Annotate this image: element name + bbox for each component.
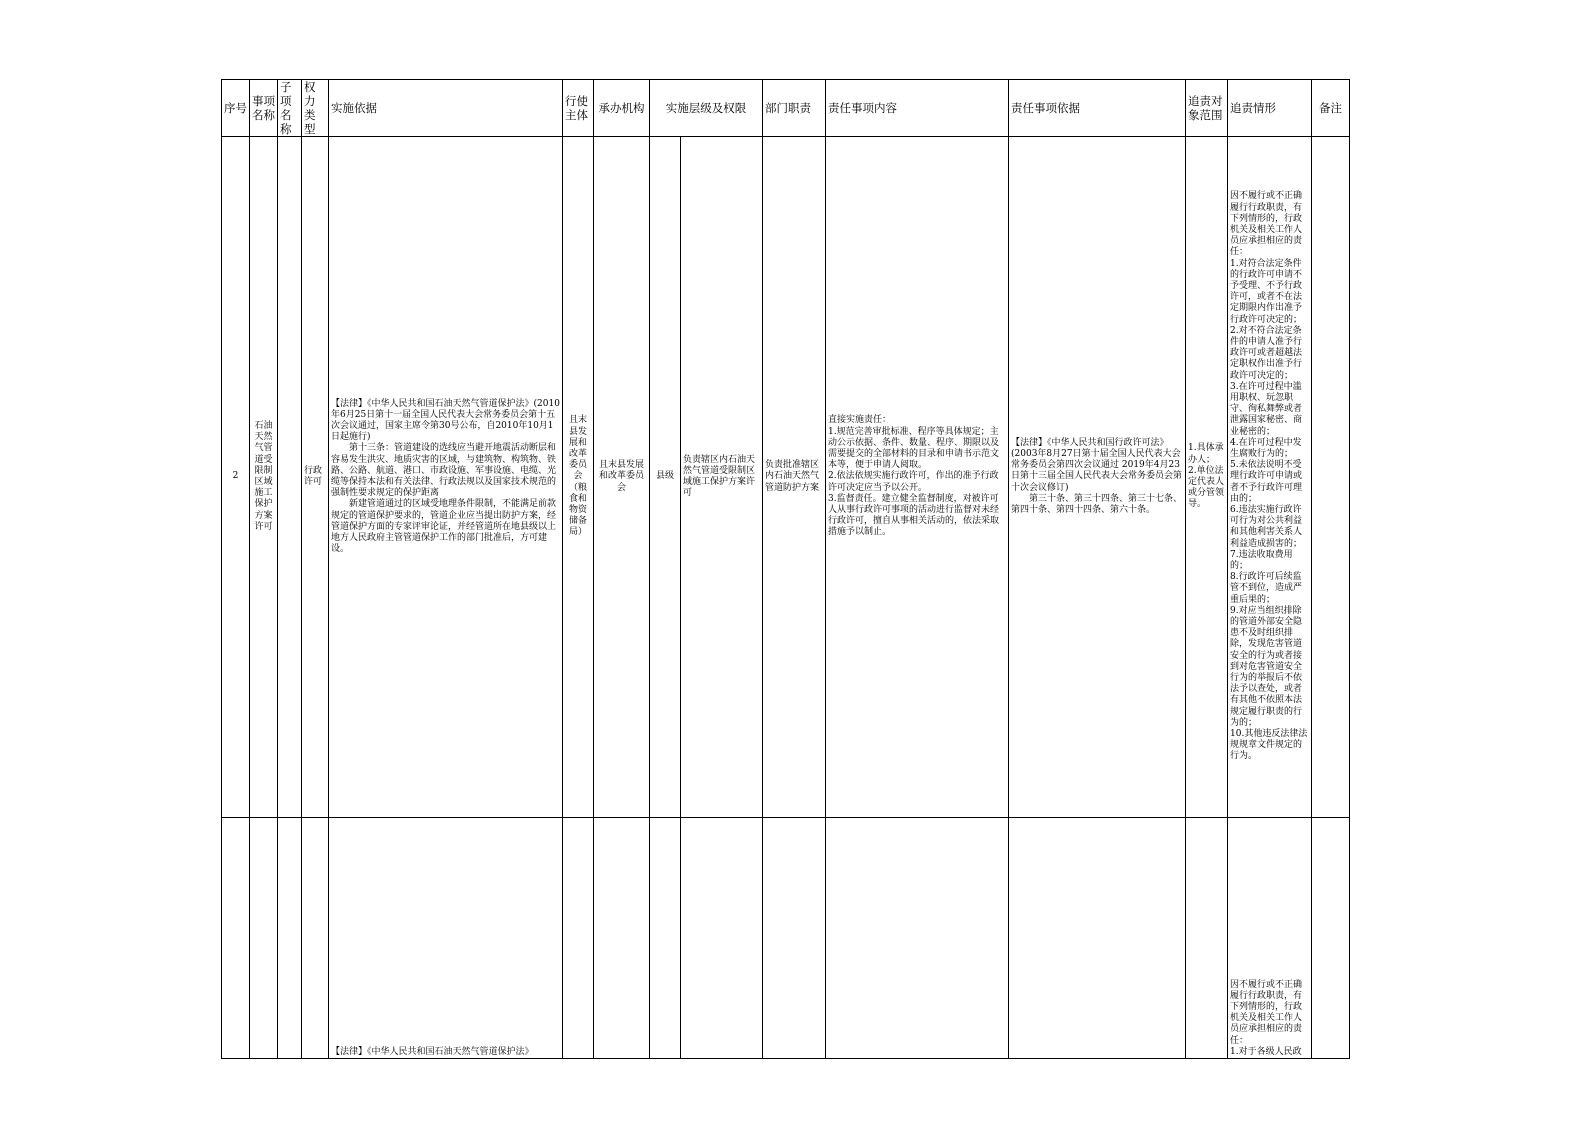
cell-resp-basis — [1009, 818, 1186, 1059]
col-header-remark: 备注 — [1312, 80, 1350, 137]
cell-handler: 且末县发展和改革委员会 — [594, 137, 650, 818]
cell-subject: 且末县发展和改革委员会（粮食和物资储备局） — [563, 137, 594, 818]
cell-subject — [563, 818, 594, 1059]
cell-scope — [1186, 818, 1228, 1059]
cell-seq — [222, 818, 250, 1059]
col-header-seq: 序号 — [222, 80, 250, 137]
cell-remark — [1312, 137, 1350, 818]
responsibility-list-sheet — [221, 79, 1349, 1057]
basis-article-13-para2: 新建管道通过的区域受地理条件限制，不能满足前款规定的管道保护要求的，管道企业应当提出防护方案，经管道保护方面的专家评审论证，并经管道所在地县级以上地方人民政府主管管道保护工作的部门批准后，方可建设。 — [331, 499, 557, 555]
cell-dept-duty — [763, 818, 826, 1059]
col-header-handler: 承办机构 — [594, 80, 650, 137]
col-header-power-type: 权力类型 — [302, 80, 329, 137]
col-header-dept-duty: 部门职责 — [763, 80, 826, 137]
col-header-subject: 行使主体 — [563, 80, 594, 137]
cell-resp-content: 直接实施责任： 1.规范完善审批标准、程序等具体规定；主动公示依据、条件、数量、程序、期限以及需要提交的全部材料的目录和申请书示范文本等，便于申请人阅取。 2.依法依规实施行政许可，作出的准予行政许可决定应当予以公开。 3.监督责任。建立健全监督制度，对被许可人从事行政许可事项的活动进行监督对未经行政许可，擅自从事相关活动的，依法采取措施予以制止。 — [826, 137, 1009, 818]
cell-power-type — [302, 818, 329, 1059]
cell-item-name: 石油天然气管道受限制区域施工保护方案许可 — [250, 137, 278, 818]
header-row — [222, 80, 1350, 137]
cell-level-detail: 负责辖区内石油天然气管道受限制区域施工保护方案许可 — [681, 137, 763, 818]
cell-resp-content — [826, 818, 1009, 1059]
col-header-level: 实施层级及权限 — [650, 80, 763, 137]
resp-basis-law-text: 【法律】《中华人民共和国行政许可法》(2003年8月27日第十届全国人民代表大会常务委员会第四次会议通过 2019年4月23日第十三届全国人民代表大会常务委员会第十次会议修订) — [1011, 437, 1183, 493]
cell-situation: 因不履行或不正确履行行政职责，有下列情形的，行政机关及相关工作人员应承担相应的责任： 1.对符合法定条件的行政许可申请不予受理、不予行政许可，或者不在法定期限内作出准予行政许可决定的； 2.对不符合法定条件的申请人准予行政许可或者超越法定职权作出准予行政许可决定的； 3.在许可过程中滥用职权、玩忽职守、徇私舞弊或者泄露国家秘密、商业秘密的； 4.在许可过程中发生腐败行为的； 5.未依法说明不受理行政许可申请或者不予行政许可理由的； 6.违法实施行政许可行为对公共利益和其他利害关系人利益造成损害的； 7.违法收取费用的； 8.行政许可后续监管不到位，造成严重后果的； 9.对应当组织排除的管道外部安全隐患不及时组织排除，发现危害管道安全的行为或者接到对危害管道安全行为的举报后不依法予以查处，或者有其他不依照本法规定履行职责的行为的； 10.其他违反法律法规规章文件规定的行为。 — [1228, 137, 1312, 818]
basis-law-text: 【法律】《中华人民共和国石油天然气管道保护法》(2010年6月25日第十一届全国人民代表大会常务委员会第十五次会议通过，国家主席令第30号公布，自2010年10月1日起施行) — [331, 398, 560, 443]
col-header-basis: 实施依据 — [329, 80, 563, 137]
col-header-item-name: 事项名称 — [250, 80, 278, 137]
cell-level — [650, 818, 681, 1059]
cell-sub-item — [278, 137, 302, 818]
table-row — [222, 137, 1350, 818]
cell-basis: 【法律】《中华人民共和国石油天然气管道保护法》 — [329, 818, 563, 1059]
col-header-sub-item: 子项名称 — [278, 80, 302, 137]
cell-power-type: 行政许可 — [302, 137, 329, 818]
cell-remark — [1312, 818, 1350, 1059]
cell-level: 县级 — [650, 137, 681, 818]
cell-handler — [594, 818, 650, 1059]
cell-basis — [329, 137, 563, 818]
cell-scope: 1.具体承办人； 2.单位法定代表人或分管领导。 — [1186, 137, 1228, 818]
cell-resp-basis — [1009, 137, 1186, 818]
col-header-situation: 追责情形 — [1228, 80, 1312, 137]
cell-dept-duty: 负责批准辖区内石油天然气管道防护方案 — [763, 137, 826, 818]
resp-basis-articles: 第三十条、第三十四条、第三十七条、第四十条、第四十四条、第六十条。 — [1011, 493, 1183, 515]
col-header-resp-basis: 责任事项依据 — [1009, 80, 1186, 137]
col-header-scope: 追责对象范围 — [1186, 80, 1228, 137]
power-list-table — [221, 79, 1350, 1059]
cell-item-name — [250, 818, 278, 1059]
cell-level-detail — [681, 818, 763, 1059]
cell-situation: 因不履行或不正确履行行政职责，有下列情形的，行政机关及相关工作人员应承担相应的责任： 1.对于各级人民政 — [1228, 818, 1312, 1059]
cell-seq: 2 — [222, 137, 250, 818]
col-header-resp-content: 责任事项内容 — [826, 80, 1009, 137]
table-row — [222, 818, 1350, 1059]
basis-article-13: 第十三条：管道建设的选线应当避开地震活动断层和容易发生洪灾、地质灾害的区域，与建筑物、构筑物、铁路、公路、航道、港口、市政设施、军事设施、电缆、光缆等保持本法和有关法律、行政法规以及国家技术规范的强制性要求规定的保护距离 — [331, 443, 557, 499]
cell-sub-item — [278, 818, 302, 1059]
